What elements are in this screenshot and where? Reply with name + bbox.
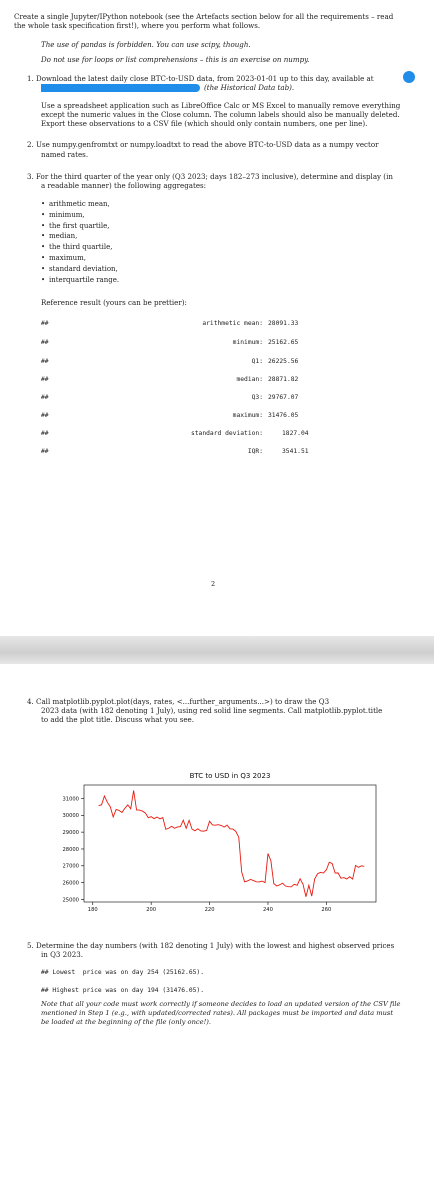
step-3-line-1: 3. For the third quarter of the year only (Q3 2023; days 182–273 inclusive), determine and display (in [27, 172, 393, 181]
btc-price-line [99, 790, 365, 896]
loops-note: Do not use for loops or list comprehensions – this is an exercise on numpy. [41, 55, 310, 64]
pandas-note: The use of pandas is forbidden. You can use scipy, though. [41, 40, 251, 49]
note-line-2: mentioned in Step 1 (e.g., with updated/corrected rates). All packages must be imported and data must [41, 1009, 394, 1017]
aggregate-bullet: • standard deviation, [49, 265, 118, 274]
page-number: 2 [211, 580, 216, 588]
y-tick-label: 31000 [62, 796, 79, 803]
output-label: IQR: [247, 448, 263, 455]
document-page-2 [0, 664, 434, 1178]
reference-label: Reference result (yours can be prettier): [41, 298, 187, 307]
y-tick-label: 28000 [62, 846, 79, 853]
step-1b-line-1: Use a spreadsheet application such as LibreOffice Calc or MS Excel to manually remove everything [41, 101, 401, 110]
output-value: 25162.65 [268, 339, 299, 346]
aggregate-bullet: • minimum, [49, 211, 85, 220]
plot-area-frame [84, 785, 376, 902]
step-2-line-2: named rates. [41, 150, 89, 159]
highest-price-output: ## Highest price was on day 194 (31476.05). [41, 987, 205, 994]
output-value: 1827.04 [282, 430, 309, 437]
x-tick-label: 240 [263, 907, 273, 913]
aggregate-bullet: • the first quartile, [49, 222, 110, 231]
note-line-1: Note that all your code must work correctly if someone decides to load an updated version of the CSV file [41, 1000, 401, 1008]
redacted-url [41, 84, 200, 92]
output-hash: ## [41, 358, 49, 365]
step-3-line-2: a readable manner) the following aggregates: [41, 181, 207, 190]
output-label: Q3: [251, 394, 263, 401]
output-hash: ## [41, 394, 49, 401]
output-value: 3541.51 [282, 448, 309, 455]
output-value: 26225.56 [268, 358, 299, 365]
output-hash: ## [41, 430, 49, 437]
output-value: 28091.33 [268, 320, 299, 327]
x-tick-label: 260 [321, 907, 332, 913]
output-hash: ## [41, 448, 49, 455]
output-hash: ## [41, 339, 49, 346]
y-tick-label: 29000 [62, 829, 79, 836]
note-line-3: be loaded at the beginning of the file (only once!). [41, 1018, 211, 1026]
aggregate-bullet: • arithmetic mean, [49, 200, 110, 209]
output-hash: ## [41, 376, 49, 383]
y-tick-label: 30000 [62, 813, 79, 820]
step-1b-line-3: Export these observations to a CSV file (which should only contain numbers, one per line). [41, 119, 368, 128]
step-2-line-1: 2. Use numpy.genfromtxt or numpy.loadtxt to read the above BTC-to-USD data as a numpy vector [27, 140, 379, 149]
aggregate-bullet: • the third quartile, [49, 243, 112, 252]
step-4-line-1: 4. Call matplotlib.pyplot.plot(days, rates, <...further_arguments...>) to draw the Q3 [27, 697, 330, 706]
step-4-line-2: 2023 data (with 182 denoting 1 July), using red solid line segments. Call matplotlib.pyplot.title [41, 706, 383, 715]
aggregate-bullet: • median, [49, 232, 77, 241]
output-value: 31476.05 [268, 412, 299, 419]
y-tick-label: 26000 [62, 880, 79, 887]
output-label: Q1: [251, 358, 263, 365]
btc-line-chart [40, 768, 434, 918]
x-tick-label: 220 [204, 907, 215, 913]
step-1b-line-2: except the numeric values in the Close column. The column labels should also be manually deleted. [41, 110, 400, 119]
step-1-line-2: (the Historical Data tab). [204, 83, 295, 92]
step-5-line-1: 5. Determine the day numbers (with 182 denoting 1 July) with the lowest and highest observed prices [27, 941, 395, 950]
output-value: 29767.07 [268, 394, 299, 401]
output-label: minimum: [232, 339, 263, 346]
intro-text-line-1: Create a single Jupyter/IPython notebook (see the Artefacts section below for all the requirements – read [14, 12, 394, 21]
output-label: maximum: [232, 412, 263, 419]
step-5-line-2: in Q3 2023. [41, 950, 83, 959]
step-1-line-1: 1. Download the latest daily close BTC-to-USD data, from 2023-01-01 up to this day, available at [27, 74, 374, 83]
y-tick-label: 25000 [62, 897, 79, 904]
aggregate-bullet: • interquartile range. [49, 276, 119, 285]
aggregate-bullet: • maximum, [49, 254, 86, 263]
y-tick-label: 27000 [62, 863, 79, 870]
output-label: standard deviation: [190, 430, 263, 437]
step-4-line-3: to add the plot title. Discuss what you see. [41, 715, 194, 724]
redaction-mark [403, 71, 415, 83]
page-separator [0, 636, 434, 664]
intro-text-line-2: the whole task specification first!), where you perform what follows. [14, 21, 261, 30]
lowest-price-output: ## Lowest price was on day 254 (25162.65). [41, 969, 205, 976]
output-label: median: [236, 376, 263, 383]
output-hash: ## [41, 320, 49, 327]
chart-title: BTC to USD in Q3 2023 [189, 772, 271, 780]
output-label: arithmetic mean: [202, 320, 263, 327]
x-tick-label: 200 [146, 907, 157, 913]
output-hash: ## [41, 412, 49, 419]
output-value: 28871.82 [268, 376, 299, 383]
x-tick-label: 180 [87, 907, 98, 913]
